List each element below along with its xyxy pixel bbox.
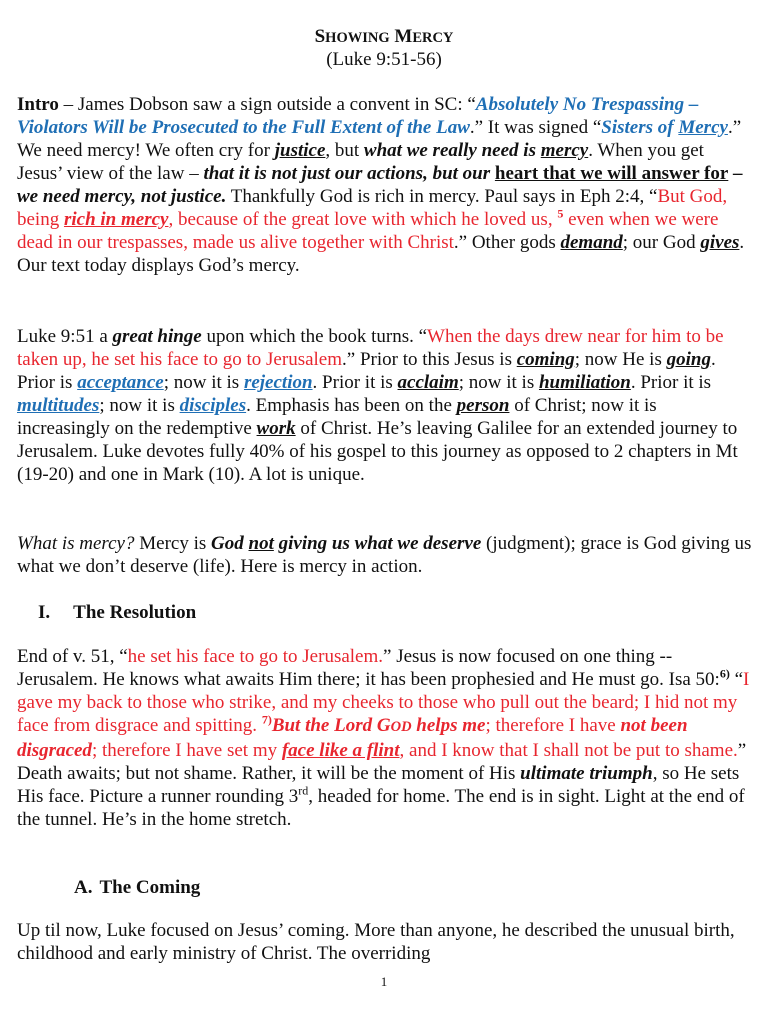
luke-paragraph: [17, 325, 753, 486]
blue-emphasis: rejection: [243, 372, 313, 393]
text-run: . Prior is: [17, 349, 716, 393]
text-run: . Prior it is: [630, 372, 712, 393]
sign-signature-mercy: Mercy: [678, 117, 728, 138]
blue-emphasis: acceptance: [77, 372, 164, 393]
scripture-emphasis: not been disgraced: [17, 715, 688, 761]
scripture-quote: When the days drew near for him to be taken up, he set his face to go to Jerusalem: [17, 326, 724, 370]
title-part: M: [389, 26, 413, 47]
text-run: ” Jesus is now focused on one thing -- Jerusalem. He knows what awaits Him there; it has been prophesied and He must go. Isa 50:: [17, 646, 720, 690]
emphasis: great hinge: [112, 326, 202, 347]
text-run: Mercy is: [134, 533, 212, 554]
title-part: ERCY: [412, 30, 454, 46]
sign-signature: Sisters of: [601, 117, 679, 138]
text-run: .” Other gods: [453, 232, 561, 253]
text-run: , so He sets His face. Picture a runner rounding 3: [17, 763, 740, 807]
scripture-emphasis: But the Lord G: [271, 715, 391, 736]
text-run: of Christ; now it is increasingly on the redemptive: [17, 395, 657, 439]
text-run: upon which the book turns. “: [201, 326, 428, 347]
text-run: ; now He is: [574, 349, 667, 370]
heading-number: I.: [38, 602, 51, 623]
emphasis: – we need mercy, not justice.: [17, 163, 743, 207]
emphasis: demand: [560, 232, 623, 253]
text-run: “: [729, 669, 744, 690]
text-run: Thankfully God is rich in mercy. Paul says in Eph 2:4, “: [226, 186, 658, 207]
scripture-quote: , and I know that I shall not be put to shame.: [399, 740, 738, 761]
text-run: of Christ. He’s leaving Galilee for an extended journey to Jerusalem. Luke devotes fully 40% of his gospel to this journey as opposed to 2 chapters in Mt (19-20) and one in Mark (10). A lot is unique.: [17, 418, 738, 485]
scripture-reference: (Luke 9:51-56): [326, 49, 442, 70]
emphasis: not: [248, 533, 274, 554]
emphasis: giving us what we deserve: [273, 533, 482, 554]
intro-label: Intro: [17, 94, 59, 115]
text-run: End of v. 51, “: [17, 646, 128, 667]
scripture-quote: , because of the great love with which he loved us,: [168, 209, 558, 230]
mercy-definition-paragraph: [17, 532, 753, 578]
page-number: 1: [380, 974, 388, 989]
scripture-emphasis: OD: [390, 719, 412, 735]
title-part: HOWING: [325, 30, 390, 46]
emphasis: humiliation: [538, 372, 631, 393]
scripture-quote: ; therefore I have: [485, 715, 621, 736]
title-part: S: [314, 26, 326, 47]
scripture-quote: But God, being: [17, 186, 728, 230]
emphasis: ultimate triumph: [520, 763, 653, 784]
text-run: ” Death awaits; but not shame. Rather, it will be the moment of His: [17, 740, 747, 784]
heading-text: The Resolution: [73, 602, 197, 623]
intro-paragraph: [17, 93, 753, 277]
scripture-quote: even when we were dead in our trespasses, made us alive together with Christ: [17, 209, 719, 253]
text-run: (judgment); grace is God giving us what we don’t deserve (life). Here is mercy in action.: [17, 533, 752, 577]
emphasis: God: [211, 533, 249, 554]
blue-emphasis: disciples: [179, 395, 247, 416]
text-run: ; now it is: [99, 395, 180, 416]
text-run: , headed for home. The end is in sight. Light at the end of the tunnel. He’s in the home stretch.: [17, 786, 745, 830]
heading-coming: [74, 876, 200, 899]
scripture-quote: I gave my back to those who strike, and my cheeks to those who pull out the beard; I hid not my face from disgrace and spitting.: [17, 669, 750, 736]
verse-number: 7): [261, 712, 272, 727]
emphasis: that it is not just our actions, but our: [203, 163, 495, 184]
text-run: .” It was signed “: [469, 117, 602, 138]
emphasis: what we really need is: [363, 140, 541, 161]
ordinal-suffix: rd: [298, 783, 309, 798]
coming-paragraph: Up til now, Luke focused on Jesus’ coming. More than anyone, he described the unusual birth, childhood and early ministry of Christ. The overriding: [17, 920, 735, 964]
text-run: . When you get Jesus’ view of the law –: [17, 140, 704, 184]
emphasis: going: [666, 349, 711, 370]
emphasis: work: [256, 418, 296, 439]
scripture-emphasis: face like a flint: [281, 740, 400, 761]
text-run: . Our text today displays God’s mercy.: [17, 232, 745, 276]
scripture-quote: he set his face to go to Jerusalem.: [127, 646, 384, 667]
emphasis: acclaim: [397, 372, 459, 393]
verse-number: 5: [557, 206, 564, 221]
scripture-emphasis: helps me: [411, 715, 486, 736]
heading-resolution: [38, 601, 196, 624]
emphasis: person: [456, 395, 510, 416]
text-run: Luke 9:51 a: [17, 326, 113, 347]
text-run: ; our God: [622, 232, 701, 253]
resolution-paragraph: [17, 645, 753, 831]
text-run: . Prior it is: [312, 372, 398, 393]
heading-number: A.: [74, 877, 93, 898]
scripture-quote: ; therefore I have set my: [91, 740, 282, 761]
text-run: .” Prior to this Jesus is: [342, 349, 517, 370]
question: What is mercy?: [17, 533, 135, 554]
emphasis: coming: [516, 349, 575, 370]
emphasis: justice: [274, 140, 326, 161]
emphasis: heart that we will answer for: [494, 163, 729, 184]
text-run: . Emphasis has been on the: [246, 395, 457, 416]
verse-number: 6): [719, 666, 730, 681]
heading-text: The Coming: [99, 877, 201, 898]
sermon-title: [0, 26, 768, 49]
scripture-emphasis: rich in mercy: [63, 209, 169, 230]
emphasis: mercy: [540, 140, 589, 161]
sign-quote: Absolutely No Trespassing – Violators Will be Prosecuted to the Full Extent of the Law: [17, 94, 699, 138]
text-run: ; now it is: [163, 372, 244, 393]
text-run: , but: [325, 140, 364, 161]
text-run: .” We need mercy! We often cry for: [17, 117, 742, 161]
blue-emphasis: multitudes: [17, 395, 100, 416]
text-run: – James Dobson saw a sign outside a convent in SC: “: [58, 94, 476, 115]
text-run: ; now it is: [458, 372, 539, 393]
emphasis: gives: [700, 232, 740, 253]
